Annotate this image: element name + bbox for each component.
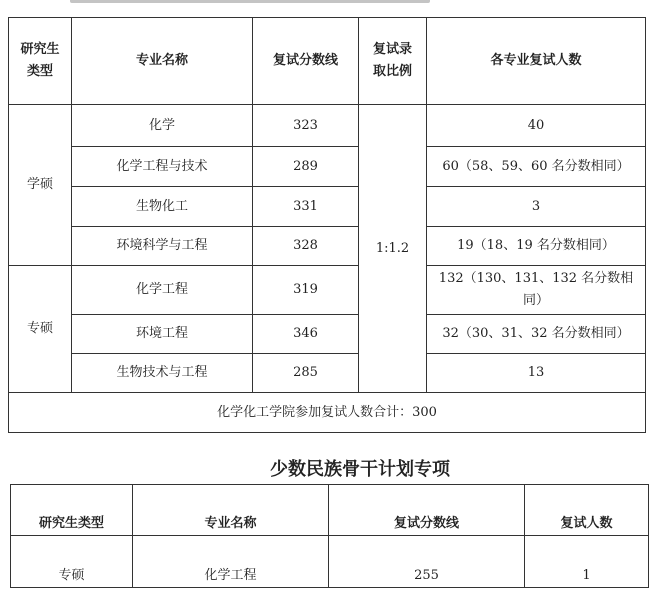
score-cell: 319: [253, 266, 359, 315]
retest-score-table: [8, 17, 646, 433]
header-score: 复试分数线: [253, 18, 359, 105]
major-cell: 化学: [72, 105, 253, 147]
table-row: [9, 354, 646, 393]
group-type-academic: 学硕: [9, 105, 72, 266]
header-ratio: 复试录 取比例: [359, 18, 427, 105]
count-cell: 40: [427, 105, 646, 147]
table-row: [9, 187, 646, 227]
cropped-text-fragment: [70, 0, 430, 3]
table-header-row: [9, 18, 646, 105]
major-cell: 生物技术与工程: [72, 354, 253, 393]
header-count: 复试人数: [525, 485, 649, 536]
score-cell: 323: [253, 105, 359, 147]
score-cell: 328: [253, 227, 359, 266]
table-row: [9, 147, 646, 187]
total-cell: 化学化工学院参加复试人数合计：300: [9, 393, 646, 433]
score-cell: 255: [329, 536, 525, 588]
score-cell: 289: [253, 147, 359, 187]
score-cell: 285: [253, 354, 359, 393]
type-cell: 专硕: [11, 536, 133, 588]
major-cell: 环境工程: [72, 315, 253, 354]
table-row: [11, 536, 649, 588]
header-type: 研究生类型: [11, 485, 133, 536]
table-row: [9, 227, 646, 266]
count-cell: 19（18、19 名分数相同）: [427, 227, 646, 266]
header-type: 研究生 类型: [9, 18, 72, 105]
count-cell: 13: [427, 354, 646, 393]
count-cell: 132（130、131、132 名分数相同）: [427, 266, 646, 315]
header-major: 专业名称: [72, 18, 253, 105]
count-cell: 32（30、31、32 名分数相同）: [427, 315, 646, 354]
major-cell: 环境科学与工程: [72, 227, 253, 266]
major-cell: 生物化工: [72, 187, 253, 227]
minority-program-table: [10, 484, 649, 588]
count-cell: 1: [525, 536, 649, 588]
count-cell: 3: [427, 187, 646, 227]
table-header-row: [11, 485, 649, 536]
count-cell: 60（58、59、60 名分数相同）: [427, 147, 646, 187]
header-count: 各专业复试人数: [427, 18, 646, 105]
total-row: [9, 393, 646, 433]
table-row: [9, 266, 646, 315]
group-type-professional: 专硕: [9, 266, 72, 393]
major-cell: 化学工程与技术: [72, 147, 253, 187]
major-cell: 化学工程: [72, 266, 253, 315]
header-score: 复试分数线: [329, 485, 525, 536]
table-row: [9, 105, 646, 147]
ratio-cell: 1:1.2: [359, 105, 427, 393]
section-title: 少数民族骨干计划专项: [270, 459, 450, 480]
table-row: [9, 315, 646, 354]
major-cell: 化学工程: [133, 536, 329, 588]
score-cell: 331: [253, 187, 359, 227]
header-major: 专业名称: [133, 485, 329, 536]
score-cell: 346: [253, 315, 359, 354]
